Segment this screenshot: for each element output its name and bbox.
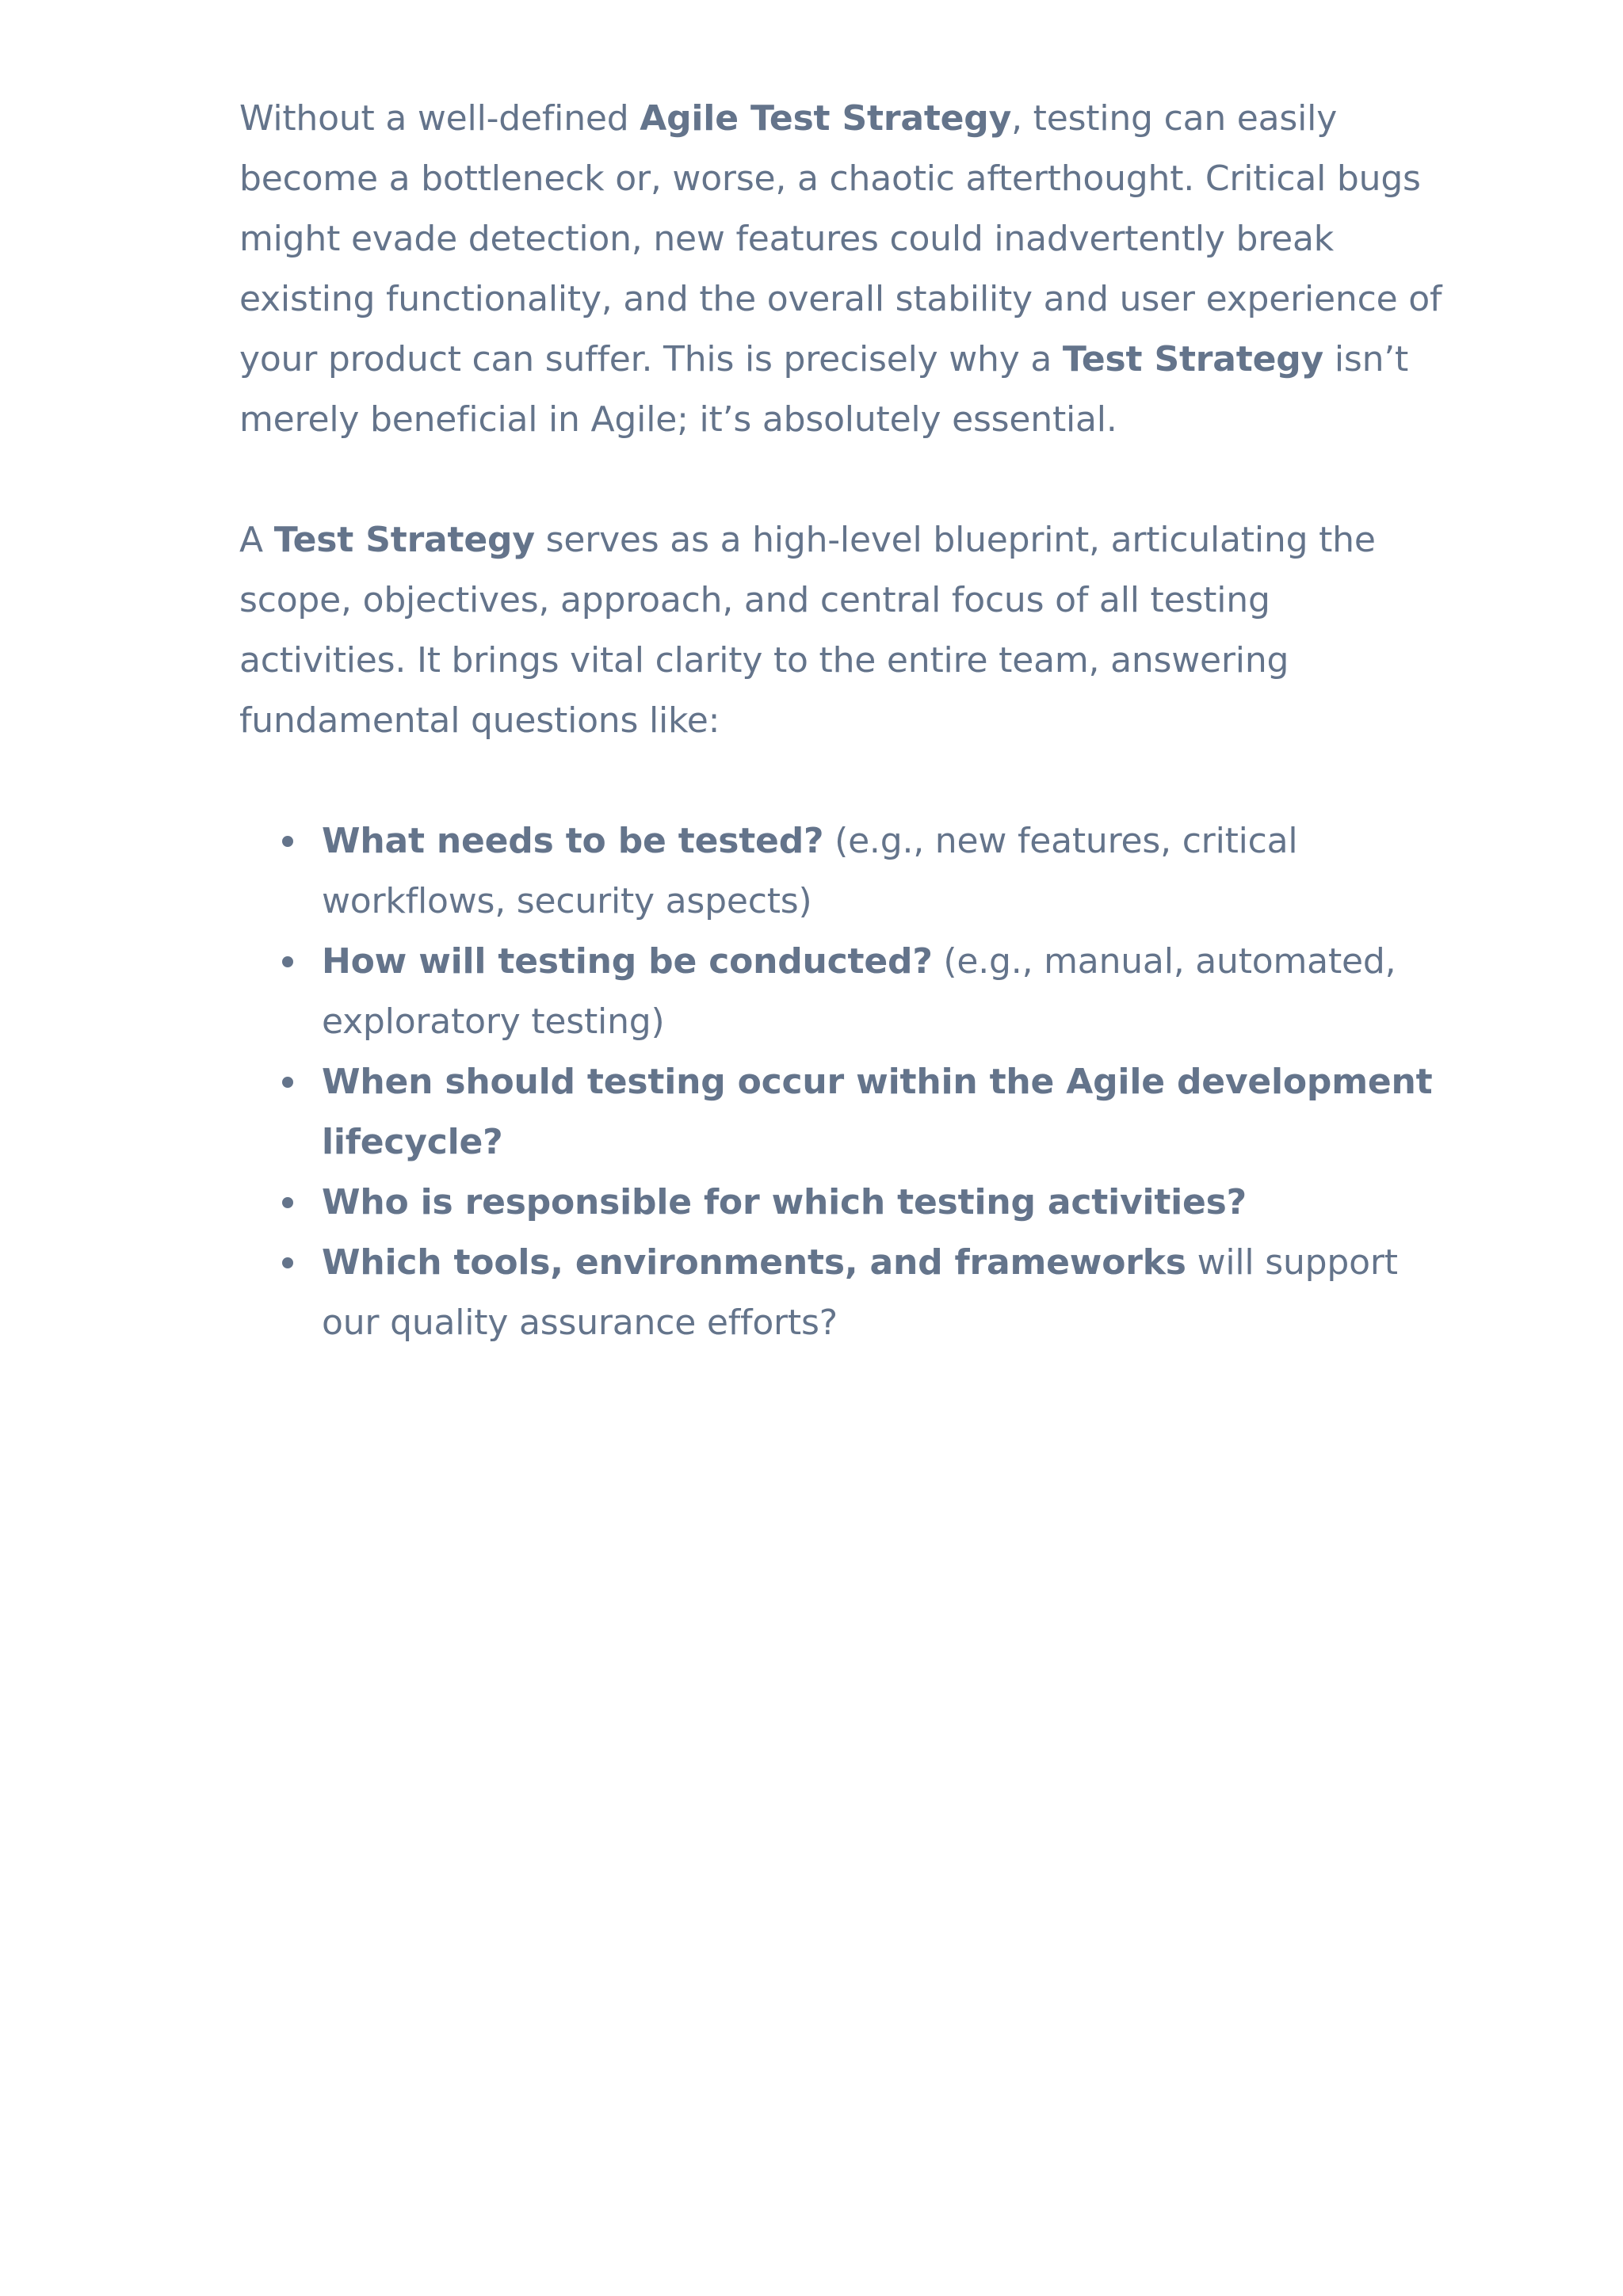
bullet-icon xyxy=(282,1197,293,1208)
definition-paragraph xyxy=(239,510,1444,751)
intro-text-2: , testing can easily become a bottleneck or, worse, a chaotic afterthought. Critical bugs might evade detection, new features could inadvertently break existing functionality, and the overall stability and user experience of your product can suffer. This is precisely why a xyxy=(239,98,1442,379)
list-item-text: (e.g., new features, critical workflows, security aspects) xyxy=(322,821,1298,921)
definition-bold-test-strategy: Test Strategy xyxy=(273,520,535,560)
list-item-text: will support our quality assurance efforts? xyxy=(322,1242,1398,1343)
intro-text-3: isn’t merely beneficial in Agile; it’s absolutely essential. xyxy=(239,339,1409,440)
definition-text-2: serves as a high-level blueprint, articulating the scope, objectives, approach, and central focus of all testing activities. It brings vital clarity to the entire team, answering fundamental questions like: xyxy=(239,520,1376,741)
intro-bold-test-strategy: Test Strategy xyxy=(1062,339,1324,379)
bullet-icon xyxy=(282,956,293,967)
list-item xyxy=(239,1233,1444,1353)
list-item xyxy=(239,1173,1444,1233)
definition-text-1: A xyxy=(239,520,274,560)
list-item-bold: Who is responsible for which testing activities? xyxy=(322,1182,1247,1222)
list-item-bold: Which tools, environments, and frameworks xyxy=(322,1242,1186,1283)
intro-bold-agile-test-strategy: Agile Test Strategy xyxy=(640,98,1012,139)
intro-paragraph xyxy=(239,89,1444,450)
article-body xyxy=(239,89,1444,1353)
list-item xyxy=(239,932,1444,1052)
intro-text-1: Without a well-defined xyxy=(239,98,640,139)
questions-list xyxy=(239,811,1444,1353)
bullet-icon xyxy=(282,1077,293,1088)
list-item-bold: How will testing be conducted? xyxy=(322,941,933,982)
list-item-text: (e.g., manual, automated, exploratory testing) xyxy=(322,941,1396,1042)
list-item xyxy=(239,811,1444,932)
list-item xyxy=(239,1052,1444,1173)
bullet-icon xyxy=(282,1257,293,1268)
bullet-icon xyxy=(282,836,293,847)
list-item-bold: What needs to be tested? xyxy=(322,821,824,861)
list-item-bold: When should testing occur within the Agile development lifecycle? xyxy=(322,1062,1433,1162)
